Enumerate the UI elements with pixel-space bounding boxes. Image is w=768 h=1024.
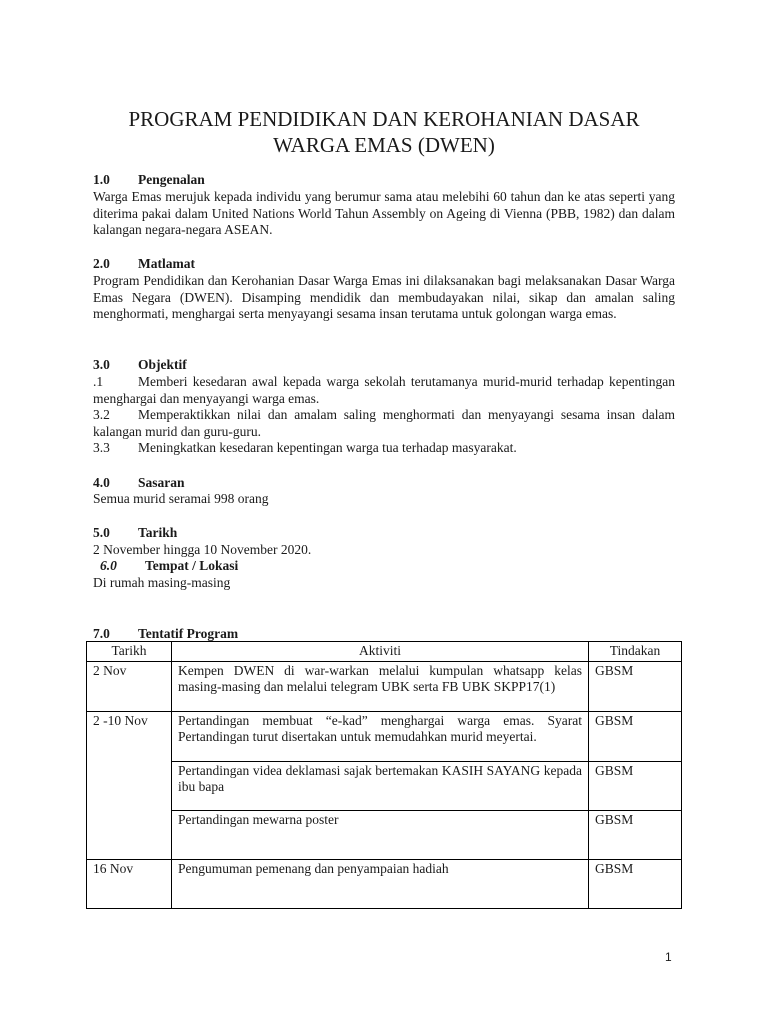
section-number: 2.0 <box>93 256 110 271</box>
section-2-text: Program Pendidikan dan Kerohanian Dasar Warga Emas ini dilaksanakan bagi melaksanakan Dasar Warga Emas Negara (DWEN). Disamping mendidik dan membudayakan nilai, sikap dan amalan saling menghormati, menghargai serta menyayangi sesama insan terutama untuk golongan warga emas. <box>93 273 675 321</box>
section-4-text: Semua murid seramai 998 orang <box>93 491 269 506</box>
section-6-text: Di rumah masing-masing <box>93 575 231 590</box>
section-number: 7.0 <box>93 626 110 641</box>
table-row <box>87 711 682 761</box>
page-number: 1 <box>665 950 672 964</box>
section-title: Tarikh <box>138 525 178 540</box>
objective-number: 3.3 <box>93 440 110 455</box>
document-title <box>90 106 678 158</box>
section-3-heading <box>93 357 187 373</box>
cell-aktiviti: Pertandingan mewarna poster <box>172 810 589 859</box>
section-5-text: 2 November hingga 10 November 2020. <box>93 542 312 557</box>
objective-item <box>93 407 675 440</box>
cell-tindakan: GBSM <box>589 810 682 859</box>
section-2-heading <box>93 256 195 272</box>
section-title: Objektif <box>138 357 187 372</box>
section-number: 5.0 <box>93 525 110 540</box>
table-row <box>87 761 682 810</box>
section-4-heading <box>93 475 185 491</box>
cell-aktiviti: Pertandingan videa deklamasi sajak bertemakan KASIH SAYANG kepada ibu bapa <box>172 761 589 810</box>
table-row <box>87 859 682 908</box>
section-number: 1.0 <box>93 172 110 187</box>
section-title: Pengenalan <box>138 172 205 187</box>
section-number: 6.0 <box>100 558 117 573</box>
objective-item <box>93 374 675 407</box>
section-title: Tentatif Program <box>138 626 239 641</box>
cell-tindakan: GBSM <box>589 711 682 761</box>
objective-number: .1 <box>93 374 104 389</box>
cell-aktiviti: Pengumuman pemenang dan penyampaian hadiah <box>172 859 589 908</box>
header-tindakan: Tindakan <box>589 642 682 662</box>
cell-aktiviti: Kempen DWEN di war-warkan melalui kumpulan whatsapp kelas masing-masing dan melalui telegram UBK serta FB UBK SKPP17(1) <box>172 661 589 711</box>
objective-item <box>93 440 675 457</box>
header-aktiviti: Aktiviti <box>172 642 589 662</box>
section-1-heading <box>93 172 205 188</box>
section-6-heading <box>100 558 238 574</box>
section-title: Tempat / Lokasi <box>145 558 239 573</box>
table-row <box>87 810 682 859</box>
title-line-1: PROGRAM PENDIDIKAN DAN KEROHANIAN DASAR <box>128 107 640 131</box>
cell-tindakan: GBSM <box>589 859 682 908</box>
title-line-2: WARGA EMAS (DWEN) <box>273 133 495 157</box>
objective-text: Meningkatkan kesedaran kepentingan warga tua terhadap masyarakat. <box>138 440 517 455</box>
objective-text: Memberi kesedaran awal kepada warga sekolah terutamanya murid-murid terhadap kepentingan menghargai dan menyayangi warga emas. <box>93 374 675 406</box>
cell-tarikh: 16 Nov <box>87 859 172 908</box>
section-5-heading <box>93 525 177 541</box>
header-tarikh: Tarikh <box>87 642 172 662</box>
section-title: Matlamat <box>138 256 195 271</box>
table-header-row <box>87 642 682 662</box>
section-7-heading <box>93 626 238 642</box>
cell-tindakan: GBSM <box>589 761 682 810</box>
tentative-program-table <box>86 641 682 909</box>
objective-text: Memperaktikkan nilai dan amalam saling menghormati dan menyayangi sesama insan dalam kalangan murid dan guru-guru. <box>93 407 675 439</box>
objective-number: 3.2 <box>93 407 110 422</box>
cell-tarikh: 2 Nov <box>87 661 172 711</box>
cell-tindakan: GBSM <box>589 661 682 711</box>
cell-aktiviti: Pertandingan membuat “e-kad” menghargai warga emas. Syarat Pertandingan turut disertakan untuk memudahkan murid meyertai. <box>172 711 589 761</box>
section-number: 4.0 <box>93 475 110 490</box>
cell-tarikh: 2 -10 Nov <box>87 711 172 859</box>
section-title: Sasaran <box>138 475 185 490</box>
section-number: 3.0 <box>93 357 110 372</box>
table-row <box>87 661 682 711</box>
section-1-text: Warga Emas merujuk kepada individu yang berumur sama atau melebihi 60 tahun dan ke atas seperti yang diterima pakai dalam United Nations World Tahun Assembly on Ageing di Vienna (PBB, 1982) dan dalam kalangan negara-negara ASEAN. <box>93 189 675 237</box>
